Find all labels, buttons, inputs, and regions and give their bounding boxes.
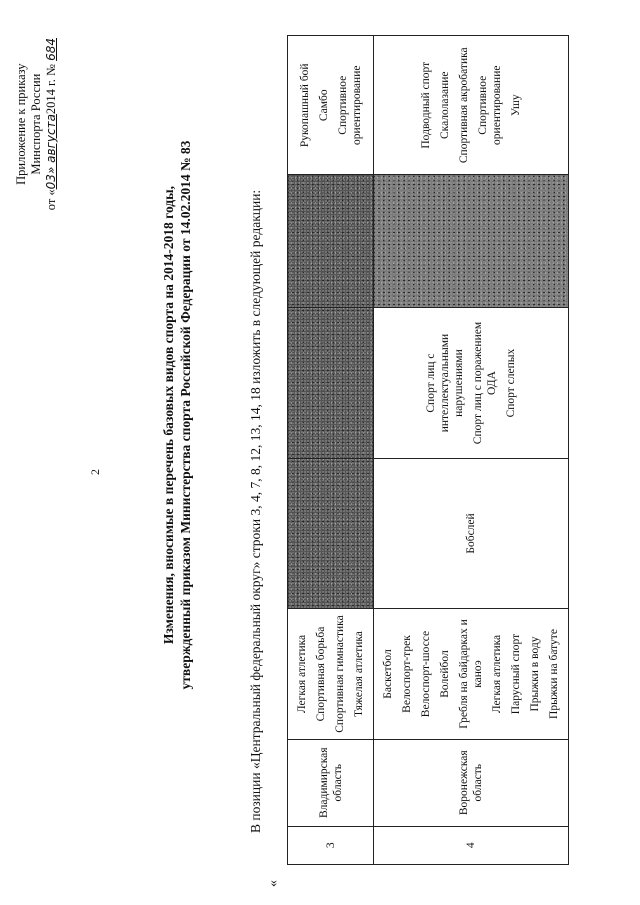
sport-item: Велоспорт-трек — [401, 635, 413, 713]
sport-item: Гребля на байдарках и каноэ — [458, 619, 484, 729]
sport-item: Ушу — [510, 94, 522, 117]
row-number: 3 — [288, 826, 374, 864]
handwritten-order-number: 684 — [44, 38, 58, 61]
table-row — [288, 36, 374, 865]
redacted-cell — [374, 175, 569, 308]
sport-item: Спортивная борьба — [315, 626, 327, 722]
sport-item: Спорт лиц с поражением ОДА — [472, 321, 498, 445]
sport-item: Тяжелая атлетика — [353, 631, 365, 717]
sport-item: Велоспорт-шоссе — [420, 630, 432, 718]
sports-table — [287, 35, 569, 865]
opening-quote: « — [266, 880, 281, 887]
adaptive-sports-cell — [374, 308, 569, 458]
appendix-date-prefix: от « — [44, 189, 58, 211]
sport-item: Спортивная гимнастика — [334, 615, 346, 733]
sport-item: Парусный спорт — [510, 633, 522, 715]
sport-item: Прыжки на батуте — [548, 629, 560, 719]
sport-item: Подводный спорт — [420, 61, 432, 149]
sport-item: Волейбол — [439, 650, 451, 698]
intro-paragraph: В позиции «Центральный федеральный округ» строки 3, 4, 7, 8, 12, 13, 14, 18 изложить в следующей редакции: — [248, 189, 263, 833]
page-number: 2 — [88, 469, 102, 475]
appendix-header — [14, 38, 59, 210]
sport-item: Спортивное ориентирование — [336, 65, 363, 145]
sport-item: Самбо — [317, 89, 330, 122]
region-name: Владимирская область — [288, 739, 374, 826]
sport-item: Бобслей — [465, 513, 477, 554]
redacted-cell — [288, 175, 374, 308]
sport-item: Рукопашный бой — [298, 63, 311, 148]
sport-item: Баскетбол — [382, 649, 394, 699]
sport-item: Скалолазание — [439, 71, 451, 140]
table-row — [374, 36, 569, 865]
appendix-line-2: Минспорта России — [29, 73, 43, 175]
sport-item: Спорт слепых — [505, 348, 517, 418]
sport-item: Спортивное ориентирование — [477, 65, 503, 145]
sport-item: Спортивная акробатика — [458, 47, 470, 164]
document-title — [160, 105, 194, 725]
appendix-date-suffix: 2014 г. № — [44, 64, 58, 115]
summer-sports-cell — [374, 609, 569, 740]
sport-item: Легкая атлетика — [491, 634, 503, 714]
handwritten-date: 03» августа — [44, 114, 58, 190]
redacted-cell — [288, 308, 374, 458]
military-sports-cell — [374, 36, 569, 175]
sport-item: Легкая атлетика — [296, 634, 308, 714]
title-line-2: утвержденный приказом Министерства спорта Российской Федерации от 14.02.2014 № 83 — [178, 140, 193, 690]
title-line-1: Изменения, вносимые в перечень базовых видов спорта на 2014-2018 годы, — [161, 185, 176, 645]
appendix-line-1: Приложение к приказу — [14, 63, 28, 185]
summer-sports-cell — [288, 609, 374, 740]
winter-sports-cell — [374, 458, 569, 608]
military-sports-cell — [288, 36, 374, 175]
sport-item: Спорт лиц с интеллектуальными нарушениями — [425, 333, 465, 433]
row-number: 4 — [374, 826, 569, 864]
redacted-cell — [288, 458, 374, 608]
sport-item: Прыжки в воду — [529, 636, 541, 712]
region-name: Воронежская область — [374, 739, 569, 826]
appendix-line-3 — [44, 38, 59, 210]
